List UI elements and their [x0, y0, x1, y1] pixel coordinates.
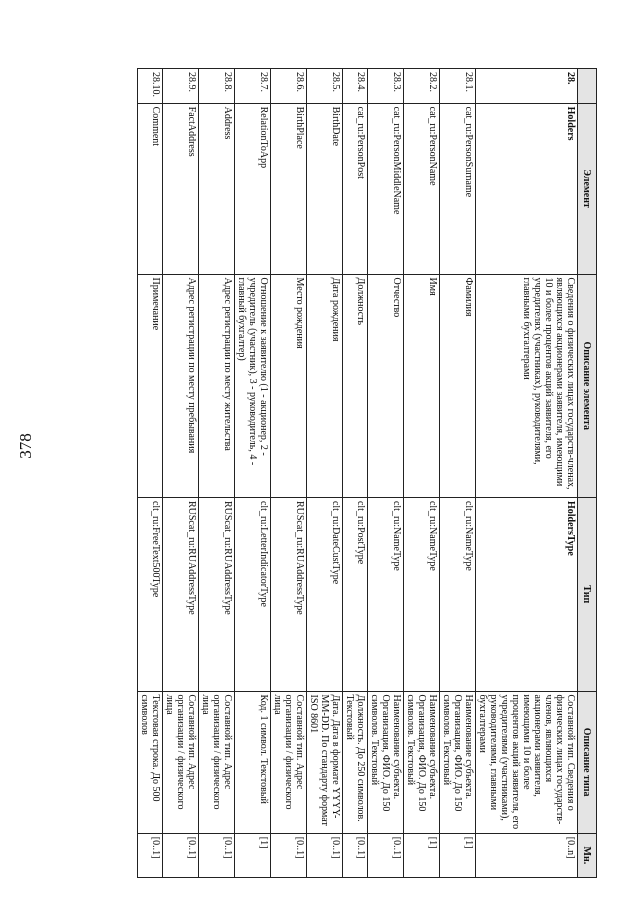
table-row	[163, 69, 199, 878]
table-row	[199, 69, 235, 878]
table-row	[138, 69, 163, 878]
row-type: clt_ru:LetterIndicatorType	[235, 497, 271, 691]
row-num: 28.2.	[404, 69, 440, 104]
row-num: 28.1.	[440, 69, 476, 104]
spec-table	[137, 68, 597, 878]
row-multiplicity: [1]	[404, 833, 440, 877]
row-num: 28.6.	[271, 69, 307, 104]
row-type: clt_ru:PostType	[343, 497, 368, 691]
header-element: Элемент	[578, 103, 597, 274]
row-element-desc: Адрес регистрации по месту пребывания	[163, 274, 199, 497]
row-element: FactAddress	[163, 103, 199, 274]
row-multiplicity: [0..1]	[138, 833, 163, 877]
group-multiplicity: [0..n]	[476, 833, 578, 877]
row-element-desc: Адрес регистрации по месту жительства	[199, 274, 235, 497]
row-type: clt_ru:DateCustType	[307, 497, 343, 691]
table-row	[235, 69, 271, 878]
row-type: RUScat_ru:RUAddressType	[199, 497, 235, 691]
row-element: cat_ru:PersonPost	[343, 103, 368, 274]
row-type: clt_ru:NameType	[440, 497, 476, 691]
row-type-desc: Код. 1 символ. Текстовый	[235, 691, 271, 833]
row-element-desc: Дата рождения	[307, 274, 343, 497]
row-multiplicity: [0..1]	[307, 833, 343, 877]
row-num: 28.5.	[307, 69, 343, 104]
row-num: 28.4.	[343, 69, 368, 104]
row-element: Comment	[138, 103, 163, 274]
header-multiplicity: Мн.	[578, 833, 597, 877]
group-row	[476, 69, 578, 878]
table-row	[343, 69, 368, 878]
row-type: RUScat_ru:RUAddressType	[271, 497, 307, 691]
row-multiplicity: [1]	[235, 833, 271, 877]
row-num: 28.3.	[368, 69, 404, 104]
row-type-desc: Наименование субъекта. Организация, ФИО. До 150 символов. Текстовый	[404, 691, 440, 833]
row-num: 28.7.	[235, 69, 271, 104]
row-element: BirthDate	[307, 103, 343, 274]
row-type-desc: Составной тип. Адрес организации / физического лица	[271, 691, 307, 833]
group-type: HoldersType	[476, 497, 578, 691]
row-multiplicity: [0..1]	[368, 833, 404, 877]
table-row	[271, 69, 307, 878]
table-header-row	[578, 69, 597, 878]
row-element-desc: Примечание	[138, 274, 163, 497]
row-multiplicity: [0..1]	[343, 833, 368, 877]
row-type: clt_ru:NameType	[404, 497, 440, 691]
row-type-desc: Текстовая строка. До 500 символов	[138, 691, 163, 833]
table-row	[368, 69, 404, 878]
table-row	[440, 69, 476, 878]
table-row	[307, 69, 343, 878]
header-type: Тип	[578, 497, 597, 691]
row-type-desc: Наименование субъекта. Организация, ФИО. До 150 символов. Текстовый	[368, 691, 404, 833]
group-type-desc: Составной тип. Сведения о физических лицах государств-членов, являющихся акционерами заявителя, имеющими 10 и более процентов акций заявителя, его учредителями (участниками), руководителями, главными бухгалтерами	[476, 691, 578, 833]
row-type: RUScat_ru:RUAddressType	[163, 497, 199, 691]
row-element: RelationToApp	[235, 103, 271, 274]
row-type-desc: Составной тип. Адрес организации / физического лица	[199, 691, 235, 833]
row-num: 28.9.	[163, 69, 199, 104]
header-element-desc: Описание элемента	[578, 274, 597, 497]
row-multiplicity: [0..1]	[271, 833, 307, 877]
row-type-desc: Дата. Дата в формате YYYY-MM-DD. По стандарту формат ISO 8601	[307, 691, 343, 833]
row-type: clt_ru:NameType	[368, 497, 404, 691]
row-type: clt_ru:FreeText500Type	[138, 497, 163, 691]
row-element-desc: Отношение к заявителю (1 - акционер, 2 - учредитель (участник), 3 - руководитель, 4 - главный бухгалтер)	[235, 274, 271, 497]
header-num	[578, 69, 597, 104]
row-element: Address	[199, 103, 235, 274]
header-type-desc: Описание типа	[578, 691, 597, 833]
group-element-desc: Сведения о физических лицах государств-членах, являющихся акционерами заявителя, имеющими 10 и более процентов акций заявителя, его учредителях (участниках), руководителями, главными бухгалтерами	[476, 274, 578, 497]
row-multiplicity: [0..1]	[199, 833, 235, 877]
row-element-desc: Должность	[343, 274, 368, 497]
page-number: 378	[16, 433, 35, 459]
row-element: cat_ru:PersonName	[404, 103, 440, 274]
row-type-desc: Должность. До 250 символов. Текстовый	[343, 691, 368, 833]
row-element: cat_ru:PersonSurname	[440, 103, 476, 274]
row-type-desc: Составной тип. Адрес организации / физического лица	[163, 691, 199, 833]
row-multiplicity: [1]	[440, 833, 476, 877]
table-row	[404, 69, 440, 878]
group-num: 28.	[476, 69, 578, 104]
row-element: cat_ru:PersonMiddleName	[368, 103, 404, 274]
row-element-desc: Отчество	[368, 274, 404, 497]
row-num: 28.8.	[199, 69, 235, 104]
group-element: Holders	[476, 103, 578, 274]
row-element: BirthPlace	[271, 103, 307, 274]
row-element-desc: Место рождения	[271, 274, 307, 497]
row-multiplicity: [0..1]	[163, 833, 199, 877]
row-type-desc: Наименование субъекта. Организация, ФИО. До 150 символов. Текстовый	[440, 691, 476, 833]
row-element-desc: Имя	[404, 274, 440, 497]
rotated-table-container	[100, 68, 597, 878]
row-num: 28.10.	[138, 69, 163, 104]
row-element-desc: Фамилия	[440, 274, 476, 497]
